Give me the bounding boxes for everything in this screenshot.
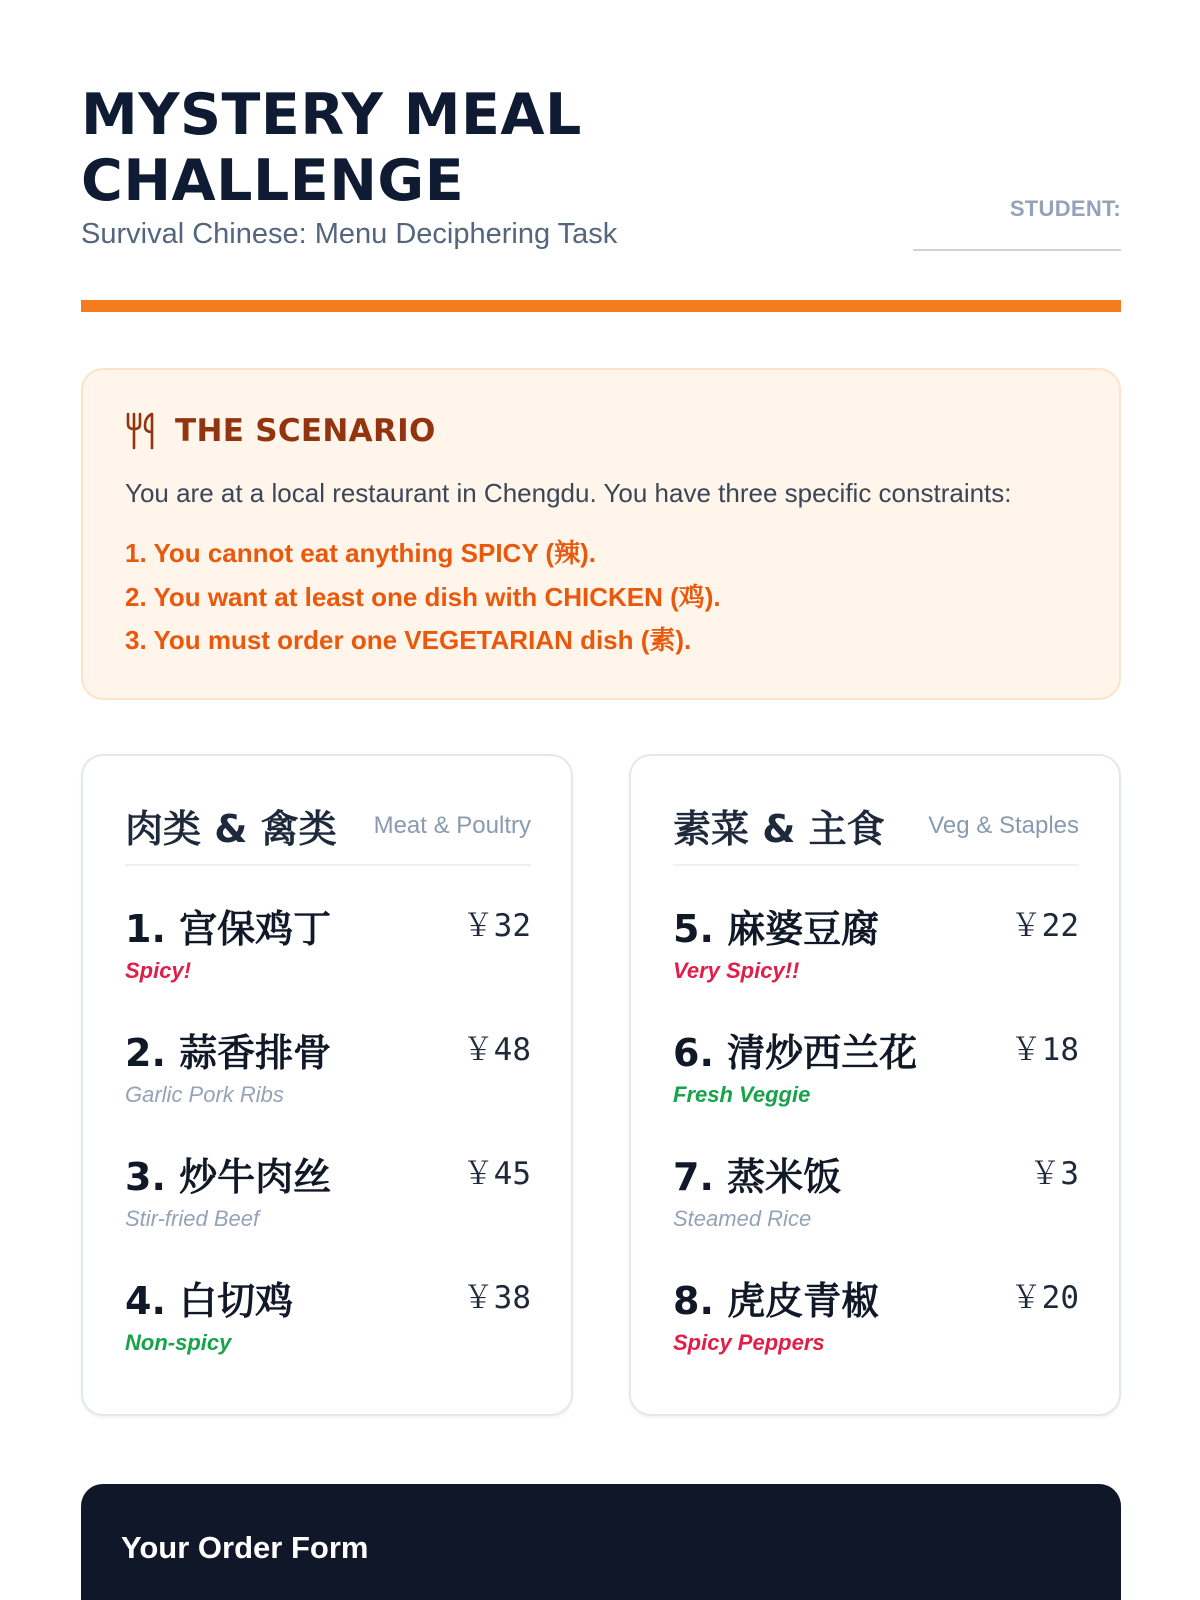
menu-item[interactable] [673, 1022, 1079, 1122]
dish-price: ￥18 [1010, 1032, 1079, 1068]
constraint-item: 3. You must order one VEGETARIAN dish (素). [125, 625, 692, 655]
order-form-title: Your Order Form [121, 1530, 369, 1565]
constraint-item: 2. You want at least one dish with CHICKEN (鸡). [125, 581, 721, 612]
dish-price: ￥22 [1010, 908, 1079, 944]
header-divider [81, 300, 1121, 312]
dish-name: 5. 麻婆豆腐 [673, 907, 880, 951]
menu-category-title: 肉类 & 禽类 [125, 807, 337, 851]
dish-name: 6. 清炒西兰花 [673, 1031, 918, 1075]
dish-note: Non-spicy [125, 1330, 232, 1355]
dish-name: 1. 宫保鸡丁 [125, 907, 332, 951]
menu-category-subtitle: Veg & Staples [928, 812, 1079, 839]
dish-note: Spicy! [125, 958, 192, 983]
scenario-description: You are at a local restaurant in Chengdu. You have three specific constraints: [125, 478, 1012, 508]
menu-card-meat [81, 754, 573, 1416]
dish-note: Very Spicy!! [673, 958, 800, 983]
dish-note: Spicy Peppers [673, 1330, 825, 1355]
scenario-header [125, 412, 436, 450]
worksheet-header [81, 80, 1121, 260]
dish-name: 7. 蒸米饭 [673, 1155, 842, 1199]
worksheet-page [81, 0, 1121, 1600]
page-title [81, 82, 781, 214]
menu-item[interactable] [673, 898, 1079, 998]
dish-note: Steamed Rice [673, 1206, 812, 1231]
dish-price: ￥32 [462, 908, 531, 944]
menu-card-header [673, 798, 1079, 866]
dish-price: ￥3 [1029, 1156, 1079, 1192]
constraint-item: 1. You cannot eat anything SPICY (辣). [125, 538, 596, 568]
student-name-label: STUDENT: [1009, 196, 1121, 221]
dish-price: ￥38 [462, 1280, 531, 1316]
student-name-field[interactable] [913, 249, 1121, 251]
dish-price: ￥45 [462, 1156, 531, 1192]
menu-item[interactable] [125, 898, 531, 998]
title-line-1: MYSTERY MEAL [81, 82, 582, 148]
menu-card-veg [629, 754, 1121, 1416]
dish-name: 3. 炒牛肉丝 [125, 1155, 332, 1199]
menu-category-subtitle: Meat & Poultry [373, 812, 531, 839]
dish-price: ￥48 [462, 1032, 531, 1068]
dish-note: Stir-fried Beef [125, 1206, 260, 1231]
dish-note: Fresh Veggie [673, 1082, 811, 1107]
menu-item[interactable] [125, 1022, 531, 1122]
order-form [81, 1484, 1121, 1600]
dish-name: 8. 虎皮青椒 [673, 1279, 880, 1323]
menu-card-header [125, 798, 531, 866]
dish-price: ￥20 [1010, 1280, 1079, 1316]
title-line-2: CHALLENGE [81, 148, 465, 214]
page-subtitle: Survival Chinese: Menu Deciphering Task [81, 218, 618, 250]
menu-item[interactable] [673, 1146, 1079, 1246]
menu-item[interactable] [673, 1270, 1079, 1370]
scenario-title: THE SCENARIO [175, 413, 436, 449]
menu-item[interactable] [125, 1146, 531, 1246]
menu-category-title: 素菜 & 主食 [673, 807, 885, 851]
dish-name: 2. 蒜香排骨 [125, 1031, 332, 1075]
fork-knife-icon [125, 412, 161, 450]
menu-item[interactable] [125, 1270, 531, 1370]
constraint-list [125, 532, 721, 663]
scenario-box [81, 368, 1121, 700]
dish-name: 4. 白切鸡 [125, 1279, 294, 1323]
dish-note: Garlic Pork Ribs [125, 1082, 284, 1107]
